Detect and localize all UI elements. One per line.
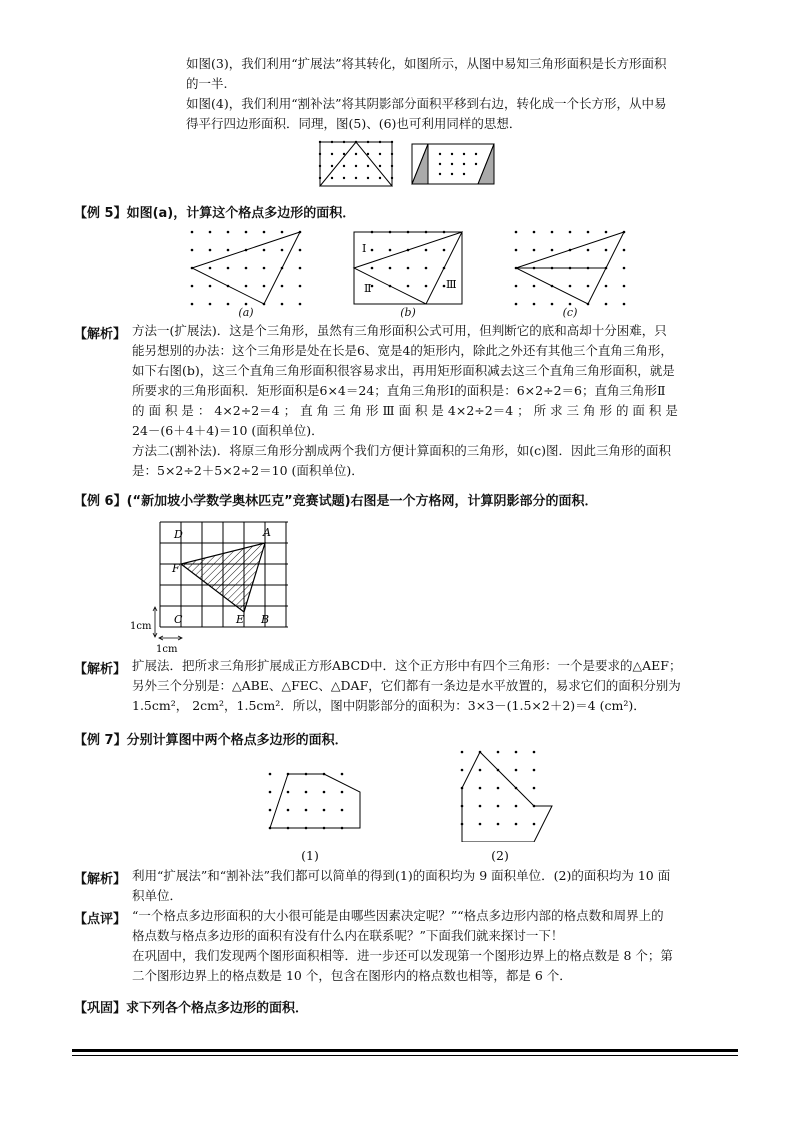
example-7-solution-line: 积单位． [132,888,183,903]
example-5-figure-b [348,226,468,308]
example-5-heading [74,204,355,224]
example-7-heading [74,731,348,751]
example-7-figure-2 [454,744,554,842]
example-6-label: 【例 6】 [74,494,127,509]
grid-dots [439,153,477,175]
region-label-1: Ⅰ [362,242,367,255]
intro-line-4: 得平行四边形面积．同理，图(5)、(6)也可利用同样的思想． [186,116,522,131]
example-7-note-line: “一个格点多边形面积的大小很可能是由哪些因素决定呢？”“格点多边形内部的格点数和周界上的 [132,908,664,923]
unit-label-horizontal: 1cm [156,644,178,655]
point-E: E [236,613,245,626]
example-5-solution-line: 24－(6＋4＋4)＝10 (面积单位)． [132,423,324,438]
caption-1: (1) [301,848,319,863]
bounding-rectangle [320,142,392,186]
region-label-3: Ⅲ [446,278,457,291]
practice-heading [74,999,308,1019]
unit-arrow-horizontal [159,636,182,640]
example-7-note-label: 【点评】 [74,912,127,927]
practice-label: 【巩固】 [74,1001,127,1016]
example-5-solution-label: 【解析】 [74,327,127,342]
grid-dots [461,751,536,826]
grid-dots [269,773,344,830]
intro-line-1: 如图(3)，我们利用“扩展法”将其转化，如图所示，从图中易知三角形面积是长方形面积 [186,56,667,71]
example-5-solution-line: 如下右图(b)，这三个直角三角形面积很容易求出，再用矩形面积减去这三个直角三角形面积，就是 [132,363,675,378]
example-6-question: (“新加坡小学数学奥林匹克”竞赛试题)右图是一个方格网，计算阴影部分的面积． [126,494,598,509]
intro-figure-triangle [316,136,396,188]
example-5-solution-line: 能另想别的办法：这个三角形是处在长是6、宽是4的矩形内，除此之外还有其他三个直角三角形， [132,343,673,358]
example-5-solution-line: 的 面 积 是 ： 4×2÷2＝4 ； 直 角 三 角 形 Ⅲ 面 积 是 4×2÷2＝4 ； 所 求 三 角 形 的 面 积 是 [132,403,678,418]
caption-b: (b) [400,306,416,319]
polygon [270,774,360,828]
region-label-2: Ⅱ [364,282,372,295]
example-6-solution-line: 扩展法．把所求三角形扩展成正方形ABCD中．这个正方形中有四个三角形：一个是要求的△AEF； [132,658,682,673]
example-7-figure-1 [262,766,362,842]
practice-text: 求下列各个格点多边形的面积． [126,1001,309,1016]
unit-label-vertical: 1cm [130,621,152,632]
example-6-figure [128,508,294,656]
example-7-note-line: 在巩固中，我们发现两个图形面积相等．进一步还可以发现第一个图形边界上的格点数是 8 个；第 [132,948,673,963]
intro-figure-parallelogram [408,140,498,188]
point-D: D [174,528,183,541]
example-5-solution-line: 方法二(割补法)．将原三角形分割成两个我们方便计算面积的三角形，如(c)图．因此三角形的面积 [132,443,672,458]
example-7-label: 【例 7】 [74,733,127,748]
example-7-note-line: 格点数与格点多边形的面积有没有什么内在联系呢？”下面我们就来探讨一下！ [132,928,564,943]
caption-c: (c) [562,306,578,319]
footer-rule-thin [72,1055,738,1056]
example-7-question: 分别计算图中两个格点多边形的面积． [126,733,348,748]
triangle [320,142,392,186]
point-C: C [174,613,183,626]
point-F: F [172,562,180,575]
footer-rule-thick [72,1049,738,1052]
example-5-solution-line: 所要求的三角形面积．矩形面积是6×4＝24；直角三角形Ⅰ的面积是：6×2÷2＝6；直角三角形Ⅱ [132,383,666,398]
example-7-note-line: 二个图形边界上的格点数是 10 个，包含在图形内的格点数也相等，都是 6 个． [132,968,572,983]
point-B: B [261,613,270,626]
example-7-solution-label: 【解析】 [74,872,127,887]
example-5-question: 如图(a)，计算这个格点多边形的面积． [126,206,356,221]
example-6-solution-label: 【解析】 [74,662,127,677]
point-A: A [263,526,271,539]
intro-line-3: 如图(4)，我们利用“割补法”将其阴影部分面积平移到右边，转化成一个长方形，从中易 [186,96,667,111]
example-7-solution-line: 利用“扩展法”和“割补法”我们都可以简单的得到(1)的面积均为 9 面积单位．(2)的面积均为 10 面 [132,868,671,883]
example-5-label: 【例 5】 [74,206,127,221]
example-6-solution-line: 另外三个分别是：△ABE、△FEC、△DAF，它们都有一条边是水平放置的，易求它们的面积分别为 [132,678,681,693]
caption-2: (2) [491,848,509,863]
example-5-solution-line: 是：5×2÷2＋5×2÷2＝10 (面积单位)． [132,463,364,478]
caption-a: (a) [238,306,254,319]
example-5-solution-line: 方法一(扩展法)．这是个三角形，虽然有三角形面积公式可用，但判断它的底和高却十分困难，只 [132,323,667,338]
example-6-solution-line: 1.5cm²， 2cm²，1.5cm²．所以，图中阴影部分的面积为：3×3－(1.5×2＋2)＝4 (cm²)． [132,698,646,713]
polygon [462,752,552,842]
example-5-figure-a [186,226,306,308]
unit-arrow-vertical [153,607,157,637]
grid-dots [191,231,302,306]
intro-line-2: 的一半. [186,76,228,91]
example-5-figure-c [510,226,630,308]
